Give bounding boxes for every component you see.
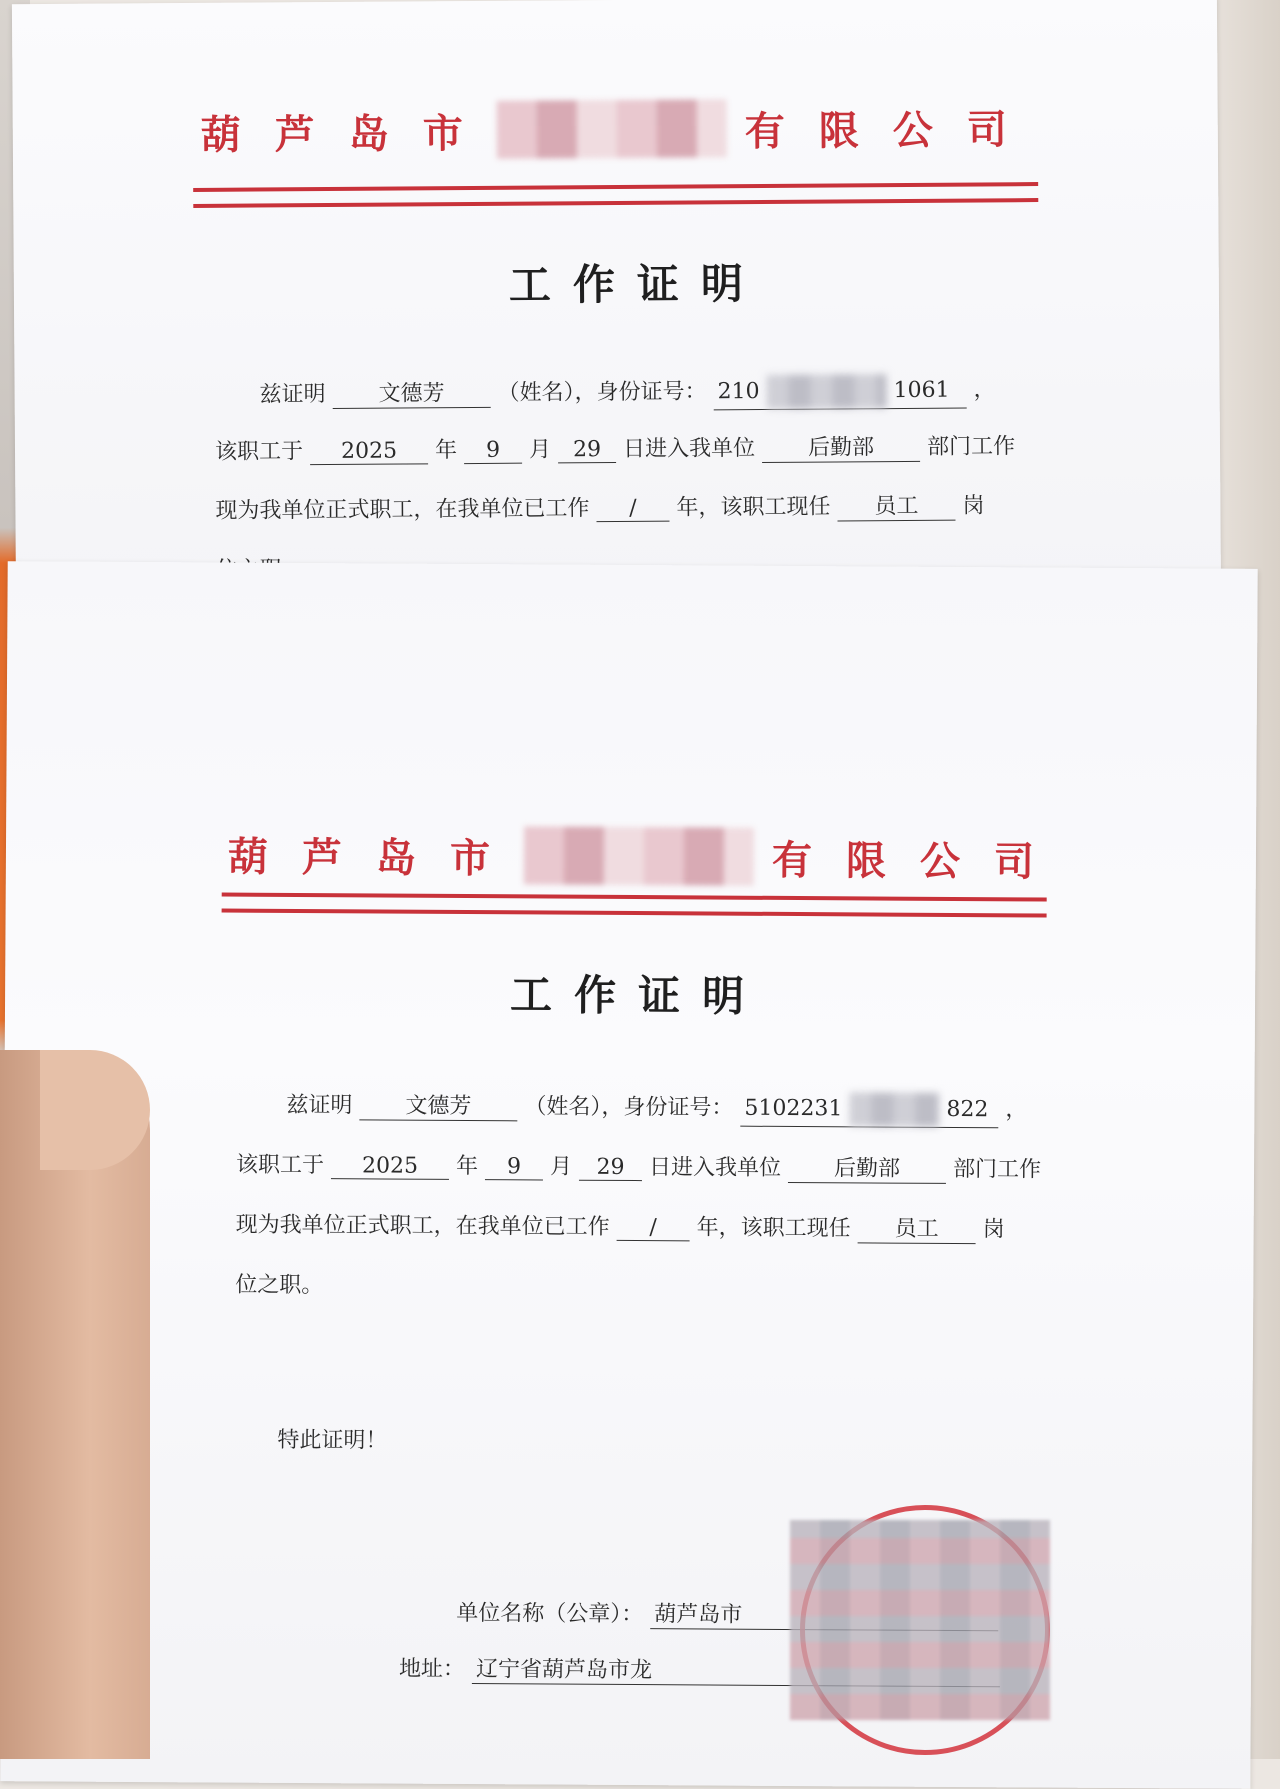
- redacted-company-block: [497, 99, 727, 159]
- redacted-id: [767, 374, 887, 409]
- front-company-name: 葫 芦 岛 市 有 限 公 司: [228, 825, 1068, 888]
- front-unit-line: 单位名称（公章）： 葫芦岛市: [456, 1596, 998, 1631]
- back-line-3: 现为我单位正式职工，在我单位已工作 / 年，该职工现任 员工 岗: [215, 488, 984, 525]
- back-title: 工作证明: [508, 258, 766, 310]
- back-company-name: 葫 芦 岛 市 有 限 公 司: [201, 97, 1041, 161]
- back-letterhead-rule: [193, 182, 1038, 208]
- back-sheet: [12, 0, 1221, 614]
- front-closing: 特此证明！: [277, 1427, 388, 1454]
- back-line-2: 该职工于 2025 年 9 月 29 日进入我单位 后勤部 部门工作: [215, 429, 1015, 467]
- front-letterhead-rule: [222, 893, 1047, 918]
- redacted-seal-area: [790, 1520, 1050, 1720]
- front-line-1: 兹证明 文德芳 （姓名），身份证号： 5102231 822 ，: [286, 1088, 1027, 1129]
- front-line-4: 位之职。: [235, 1272, 324, 1299]
- back-line-1: 兹证明 文德芳 （姓名），身份证号： 210 1061 ，: [259, 372, 995, 413]
- redacted-id: [849, 1092, 939, 1127]
- front-line-3: 现为我单位正式职工，在我单位已工作 / 年，该职工现任 员工 岗: [235, 1212, 1005, 1243]
- hand: [0, 1050, 150, 1759]
- front-address-line: 地址： 辽宁省葫芦岛市龙: [399, 1652, 1000, 1688]
- front-title: 工作证明: [509, 970, 767, 1021]
- front-sheet: [0, 561, 1257, 1789]
- front-line-2: 该职工于 2025 年 9 月 29 日进入我单位 后勤部 部门工作: [235, 1152, 1042, 1183]
- redacted-company-block: [524, 826, 754, 885]
